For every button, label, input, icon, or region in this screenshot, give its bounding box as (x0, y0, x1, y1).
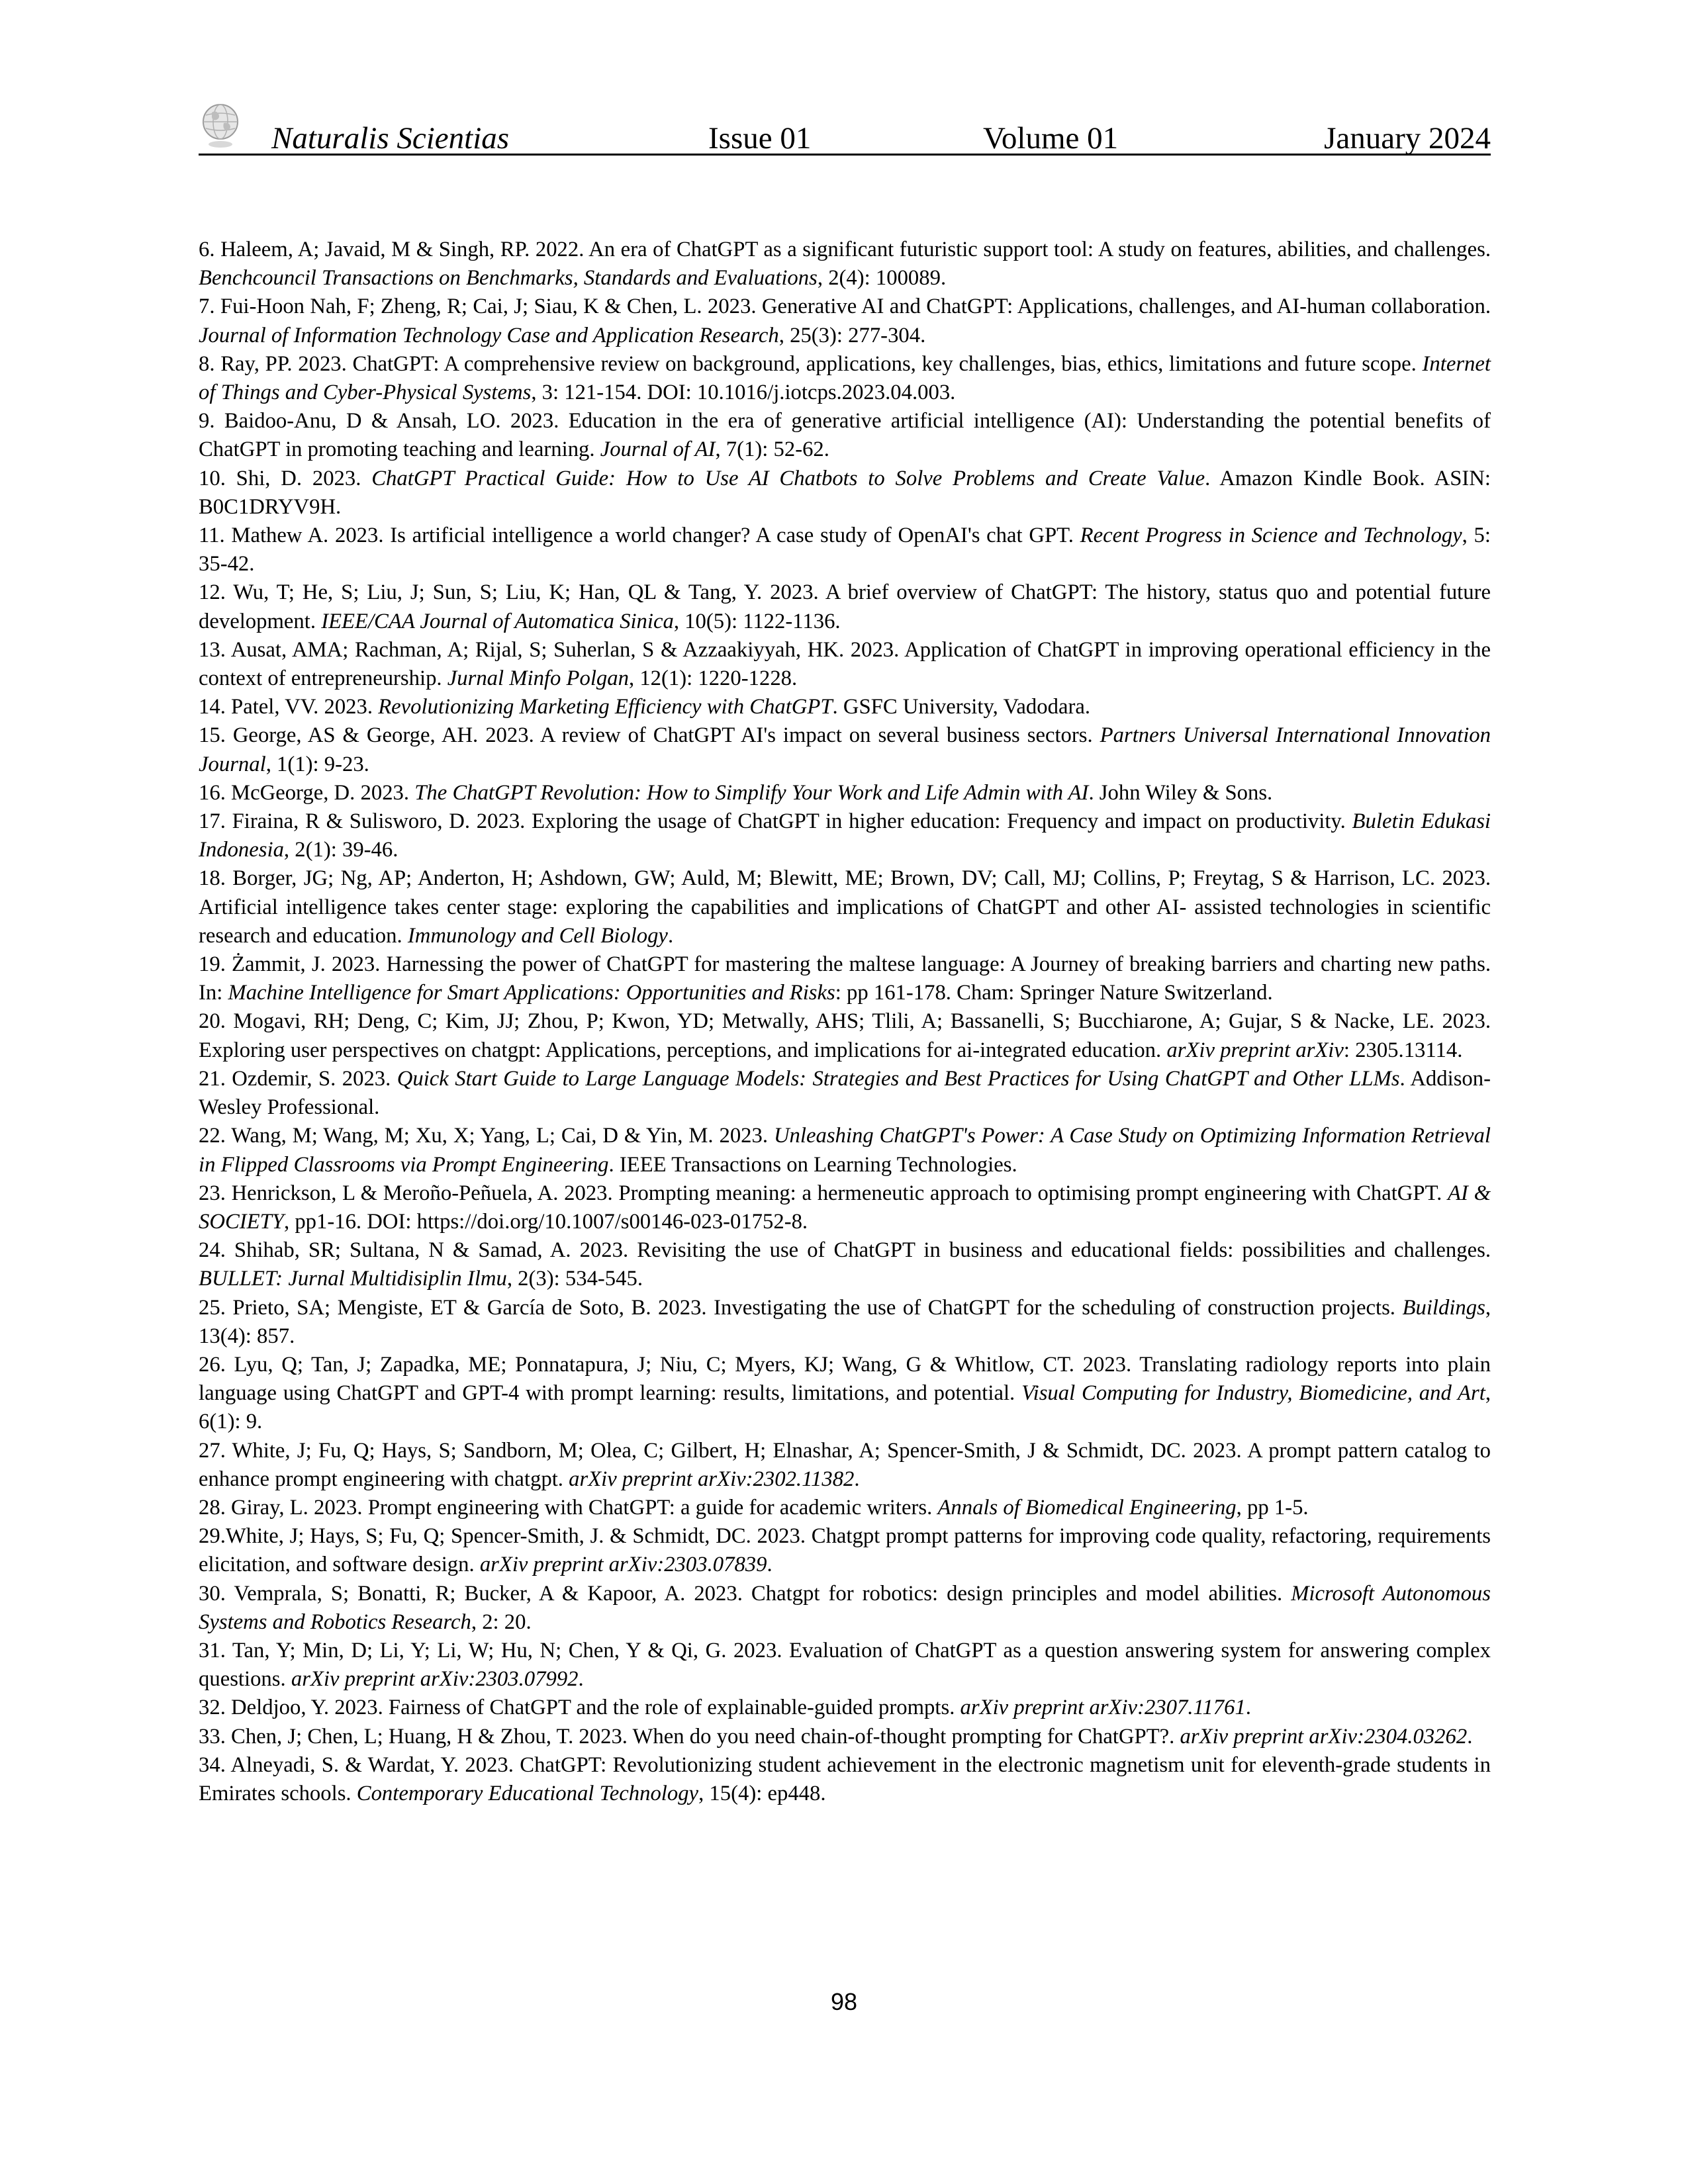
reference-details: . John Wiley & Sons. (1088, 780, 1273, 805)
reference-source-title: Contemporary Educational Technology (356, 1781, 699, 1805)
reference-item (199, 779, 1491, 807)
reference-details: . (667, 923, 674, 948)
reference-item (199, 864, 1491, 950)
reference-text: 22. Wang, M; Wang, M; Xu, X; Yang, L; Cai, D & Yin, M. 2023. (199, 1124, 774, 1148)
reference-item (199, 1637, 1491, 1694)
reference-details: , 2(4): 100089. (817, 266, 947, 291)
reference-item (199, 1007, 1491, 1064)
reference-details: , 7(1): 52-62. (715, 437, 829, 462)
journal-name: Naturalis Scientias (271, 121, 510, 156)
reference-item (199, 1751, 1491, 1808)
reference-text: 12. Wu, T; He, S; Liu, J; Sun, S; Liu, K; Han, QL & Tang, Y. 2023. A brief overview of ChatGPT: The history, status quo and potential future development. (199, 580, 1491, 633)
reference-source-title: Buildings (1402, 1295, 1485, 1320)
reference-text: 34. Alneyadi, S. & Wardat, Y. 2023. ChatGPT: Revolutionizing student achievement in the electronic magnetism unit for eleventh-grade students in Emirates schools. (199, 1752, 1491, 1805)
reference-item (199, 1179, 1491, 1236)
issue-number: Issue 01 (708, 121, 812, 156)
reference-details: , 2(3): 534-545. (506, 1267, 643, 1291)
page-number: 98 (830, 1988, 858, 2015)
reference-text: 31. Tan, Y; Min, D; Li, Y; Li, W; Hu, N; Chen, Y & Qi, G. 2023. Evaluation of ChatGPT as a question answering system for answering complex questions. (199, 1638, 1491, 1692)
reference-source-title: Journal of Information Technology Case and Application Research (199, 323, 779, 347)
reference-details: : pp 161-178. Cham: Springer Nature Switzerland. (835, 981, 1273, 1005)
reference-text: 23. Henrickson, L & Meroño-Peñuela, A. 2023. Prompting meaning: a hermeneutic approach to optimising prompt engineering with ChatGPT. (199, 1181, 1448, 1205)
reference-details: . (767, 1553, 773, 1577)
reference-list (199, 236, 1491, 1808)
reference-source-title: arXiv preprint arXiv:2303.07992 (291, 1667, 579, 1692)
reference-item (199, 636, 1491, 693)
reference-item (199, 1122, 1491, 1179)
reference-item (199, 950, 1491, 1007)
reference-details: , pp 1-5. (1236, 1495, 1309, 1520)
reference-text: 25. Prieto, SA; Mengiste, ET & García de Soto, B. 2023. Investigating the use of ChatGPT for the scheduling of construction projects. (199, 1295, 1403, 1320)
reference-text: 6. Haleem, A; Javaid, M & Singh, RP. 2022. An era of ChatGPT as a significant futuristic support tool: A study on features, abilities, and challenges. (199, 238, 1491, 261)
reference-text: 29.White, J; Hays, S; Fu, Q; Spencer-Smith, J. & Schmidt, DC. 2023. Chatgpt prompt patterns for improving code quality, refactoring, requirements elicitation, and software design. (199, 1524, 1491, 1577)
reference-item (199, 1494, 1491, 1522)
reference-source-title: Visual Computing for Industry, Biomedicine, and Art (1021, 1381, 1485, 1406)
reference-details: . IEEE Transactions on Learning Technologies. (608, 1152, 1017, 1177)
reference-source-title: BULLET: Jurnal Multidisiplin Ilmu (199, 1267, 507, 1291)
reference-item (199, 1236, 1491, 1293)
reference-details: . Addison-Wesley Professional. (199, 1066, 1491, 1120)
reference-item (199, 522, 1491, 578)
volume-number: Volume 01 (983, 121, 1119, 156)
reference-item (199, 407, 1491, 464)
reference-source-title: Buletin Edukasi Indonesia (199, 809, 1491, 862)
reference-source-title: Jurnal Minfo Polgan (447, 666, 629, 691)
reference-source-title: Internet of Things and Cyber-Physical Systems (199, 351, 1491, 405)
reference-text: 20. Mogavi, RH; Deng, C; Kim, JJ; Zhou, P; Kwon, YD; Metwally, AHS; Tlili, A; Bassanelli, S; Bucchiarone, A; Gujar, S & Nacke, LE. 2023. Exploring user perspectives on chatgpt: Applications, perceptions, and implications for ai-integrated education. (199, 1009, 1491, 1062)
publication-date: January 2024 (1324, 121, 1491, 156)
reference-details: . (578, 1667, 584, 1692)
reference-item (199, 1723, 1491, 1751)
reference-source-title: arXiv preprint arXiv:2307.11761 (960, 1696, 1246, 1720)
reference-details: . GSFC University, Vadodara. (832, 695, 1091, 719)
reference-item (199, 1522, 1491, 1579)
reference-details: , 2(1): 39-46. (283, 838, 399, 862)
reference-source-title: ChatGPT Practical Guide: How to Use AI Chatbots to Solve Problems and Create Value (371, 466, 1205, 490)
reference-item (199, 721, 1491, 778)
reference-details: , 6(1): 9. (199, 1381, 1491, 1434)
reference-item (199, 807, 1491, 864)
reference-source-title: Quick Start Guide to Large Language Models: Strategies and Best Practices for Using ChatGPT and Other LLMs (397, 1066, 1400, 1091)
reference-text: 9. Baidoo-Anu, D & Ansah, LO. 2023. Education in the era of generative artificial intelligence (AI): Understanding the potential benefits of ChatGPT in promoting teaching and learning. (199, 409, 1491, 462)
reference-source-title: Recent Progress in Science and Technology (1080, 523, 1462, 548)
reference-details: , 1(1): 9-23. (265, 752, 369, 776)
reference-item (199, 465, 1491, 522)
reference-item (199, 1294, 1491, 1351)
reference-source-title: Unleashing ChatGPT's Power: A Case Study on Optimizing Information Retrieval in Flipped Classrooms via Prompt Engineering (199, 1124, 1491, 1177)
reference-text: 18. Borger, JG; Ng, AP; Anderton, H; Ashdown, GW; Auld, M; Blewitt, ME; Brown, DV; Call, MJ; Collins, P; Freytag, S & Harrison, LC. 2023. Artificial intelligence takes center stage: exploring the capabilities and implications of ChatGPT and other AI- assisted technologies in scientific research and education. (199, 866, 1491, 948)
reference-text: 8. Ray, PP. 2023. ChatGPT: A comprehensive review on background, applications, key challenges, bias, ethics, limitations and future scope. (199, 351, 1423, 376)
reference-text: 33. Chen, J; Chen, L; Huang, H & Zhou, T. 2023. When do you need chain-of-thought prompting for ChatGPT?. (199, 1724, 1180, 1749)
reference-text: 26. Lyu, Q; Tan, J; Zapadka, ME; Ponnatapura, J; Niu, C; Myers, KJ; Wang, G & Whitlow, CT. 2023. Translating radiology reports into plain language using ChatGPT and GPT-4 with prompt learning: results, limitations, and potential. (199, 1352, 1491, 1406)
reference-source-title: Revolutionizing Marketing Efficiency with ChatGPT (378, 695, 833, 719)
reference-text: 15. George, AS & George, AH. 2023. A review of ChatGPT AI's impact on several business sectors. (199, 723, 1100, 748)
reference-text: 30. Vemprala, S; Bonatti, R; Bucker, A & Kapoor, A. 2023. Chatgpt for robotics: design principles and model abilities. (199, 1581, 1291, 1606)
reference-text: 10. Shi, D. 2023. (199, 466, 372, 490)
reference-text: 11. Mathew A. 2023. Is artificial intelligence a world changer? A case study of OpenAI's chat GPT. (199, 523, 1080, 548)
reference-source-title: Annals of Biomedical Engineering (937, 1495, 1237, 1520)
reference-item (199, 1437, 1491, 1494)
reference-item (199, 693, 1491, 721)
reference-source-title: arXiv preprint arXiv:2303.07839 (479, 1553, 767, 1577)
reference-details: , 3: 121-154. DOI: 10.1016/j.iotcps.2023.04.003. (531, 381, 956, 405)
reference-details: , 2: 20. (471, 1610, 532, 1634)
reference-item (199, 236, 1491, 293)
reference-text: 32. Deldjoo, Y. 2023. Fairness of ChatGPT and the role of explainable-guided prompts. (199, 1696, 961, 1720)
reference-details: , 15(4): ep448. (698, 1781, 826, 1805)
reference-details: . (854, 1467, 860, 1491)
reference-item (199, 293, 1491, 349)
reference-text: 16. McGeorge, D. 2023. (199, 780, 415, 805)
reference-details: . (1245, 1696, 1251, 1720)
reference-details: , 12(1): 1220-1228. (628, 666, 798, 691)
reference-text: 13. Ausat, AMA; Rachman, A; Rijal, S; Suherlan, S & Azzaakiyyah, HK. 2023. Application of ChatGPT in improving operational efficiency in the context of entrepreneurship. (199, 637, 1491, 691)
reference-source-title: arXiv preprint arXiv:2304.03262 (1180, 1724, 1468, 1749)
reference-details: . Amazon Kindle Book. ASIN: B0C1DRYV9H. (199, 466, 1491, 519)
reference-item (199, 1580, 1491, 1637)
reference-item (199, 1351, 1491, 1437)
reference-source-title: Microsoft Autonomous Systems and Robotics Research (199, 1581, 1491, 1634)
reference-text: 21. Ozdemir, S. 2023. (199, 1066, 397, 1091)
reference-source-title: IEEE/CAA Journal of Automatica Sinica (321, 609, 674, 633)
reference-source-title: arXiv preprint arXiv (1166, 1038, 1344, 1062)
reference-item (199, 1065, 1491, 1122)
reference-source-title: Benchcouncil Transactions on Benchmarks, Standards and Evaluations (199, 266, 818, 291)
reference-details: , 10(5): 1122-1136. (673, 609, 841, 633)
reference-item (199, 1694, 1491, 1722)
reference-source-title: AI & SOCIETY (199, 1181, 1491, 1234)
reference-text: 17. Firaina, R & Sulisworo, D. 2023. Exploring the usage of ChatGPT in higher education: Frequency and impact on productivity. (199, 809, 1352, 834)
reference-source-title: Journal of AI (600, 437, 716, 462)
reference-source-title: arXiv preprint arXiv:2302.11382 (569, 1467, 855, 1491)
reference-source-title: Machine Intelligence for Smart Applications: Opportunities and Risks (228, 981, 835, 1005)
reference-item (199, 350, 1491, 407)
reference-item (199, 578, 1491, 635)
reference-source-title: Partners Universal International Innovation Journal (199, 723, 1491, 776)
reference-text: 24. Shihab, SR; Sultana, N & Samad, A. 2023. Revisiting the use of ChatGPT in business and educational fields: possibilities and challenges. (199, 1238, 1491, 1263)
reference-details: : 2305.13114. (1343, 1038, 1463, 1062)
reference-source-title: The ChatGPT Revolution: How to Simplify Your Work and Life Admin with AI (414, 780, 1089, 805)
reference-details: , pp1-16. DOI: https://doi.org/10.1007/s00146-023-01752-8. (283, 1209, 808, 1234)
reference-details: , 25(3): 277-304. (778, 323, 926, 347)
reference-text: 28. Giray, L. 2023. Prompt engineering with ChatGPT: a guide for academic writers. (199, 1495, 938, 1520)
reference-details: . (1467, 1724, 1473, 1749)
journal-header (199, 123, 1491, 156)
reference-details: , 13(4): 857. (199, 1295, 1491, 1348)
reference-details: , 5: 35-42. (199, 523, 1491, 576)
reference-text: 7. Fui-Hoon Nah, F; Zheng, R; Cai, J; Siau, K & Chen, L. 2023. Generative AI and ChatGPT: Applications, challenges, and AI-human collaboration. (199, 295, 1491, 319)
reference-text: 14. Patel, VV. 2023. (199, 695, 379, 719)
reference-text: 19. Żammit, J. 2023. Harnessing the power of ChatGPT for mastering the maltese language: A Journey of breaking barriers and charting new paths. In: (199, 952, 1491, 1005)
reference-text: 27. White, J; Fu, Q; Hays, S; Sandborn, M; Olea, C; Gilbert, H; Elnashar, A; Spencer-Smith, J & Schmidt, DC. 2023. A prompt pattern catalog to enhance prompt engineering with chatgpt. (199, 1438, 1491, 1491)
reference-source-title: Immunology and Cell Biology (407, 923, 668, 948)
